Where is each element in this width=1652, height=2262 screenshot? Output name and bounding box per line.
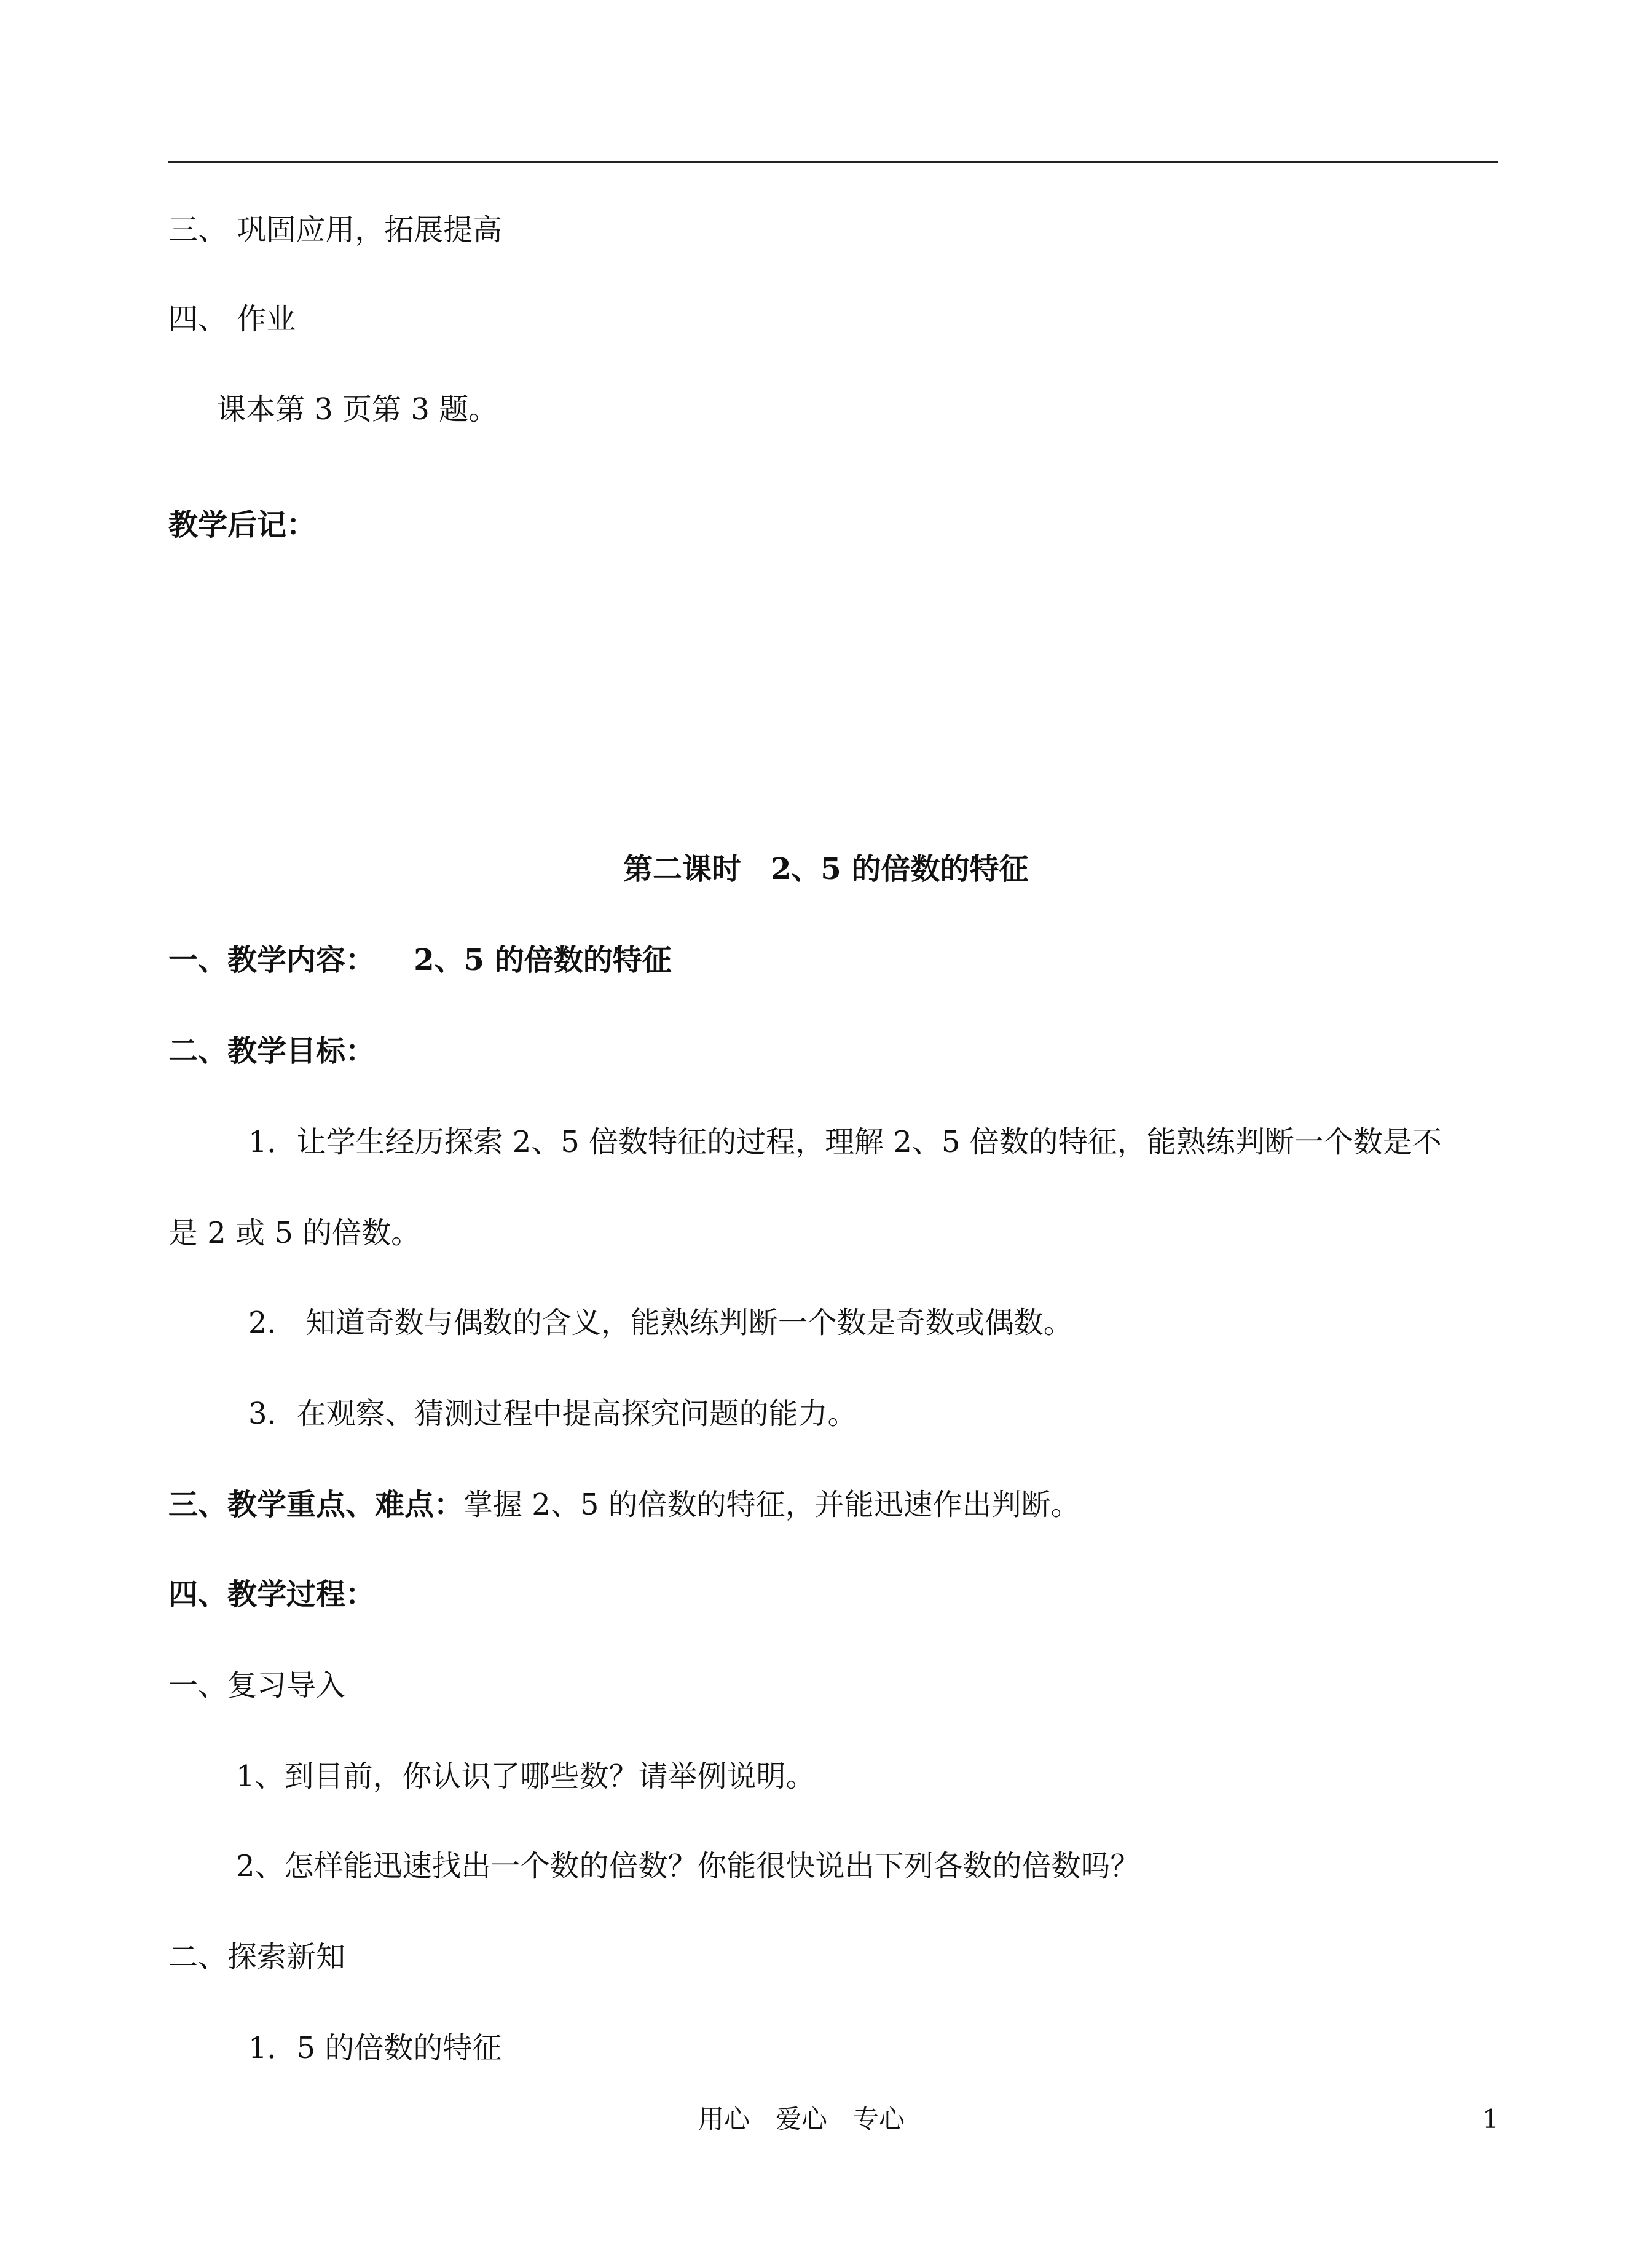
key-points-label: 三、教学重点、难点： — [168, 1488, 464, 1522]
page-number: 1 — [1482, 2104, 1499, 2134]
goal-1-line-2: 是 2 或 5 的倍数。 — [168, 1216, 421, 1250]
footer-motto: 用心 爱心 专心 — [698, 2104, 905, 2134]
lesson-title: 第二课时 2、5 的倍数的特征 — [623, 852, 1029, 886]
goal-1-line-1: 1．让学生经历探索 2、5 倍数特征的过程，理解 2、5 倍数的特征，能熟练判断一个数是不 — [248, 1125, 1442, 1159]
step-review: 一、复习导入 — [168, 1668, 346, 1703]
goal-2: 2． 知道奇数与偶数的含义，能熟练判断一个数是奇数或偶数。 — [248, 1306, 1073, 1340]
teaching-content — [168, 942, 672, 979]
teaching-content-value: 2、5 的倍数的特征 — [414, 943, 672, 977]
section-consolidate: 三、 巩固应用，拓展提高 — [168, 213, 503, 247]
review-question-1: 1、到目前，你认识了哪些数？请举例说明。 — [236, 1759, 816, 1794]
header-rule — [168, 161, 1498, 163]
teaching-goals-label: 二、教学目标： — [168, 1034, 376, 1068]
goal-3: 3．在观察、猜测过程中提高探究问题的能力。 — [248, 1397, 857, 1431]
section-homework: 四、 作业 — [168, 302, 296, 336]
step-explore: 二、探索新知 — [168, 1940, 346, 1974]
review-question-2: 2、怎样能迅速找出一个数的倍数？你能很快说出下列各数的倍数吗？ — [236, 1849, 1140, 1883]
teaching-content-label: 一、教学内容： — [168, 943, 376, 977]
teaching-process-label: 四、教学过程： — [168, 1577, 376, 1612]
key-points-value: 掌握 2、5 的倍数的特征，并能迅速作出判断。 — [463, 1488, 1080, 1522]
key-points — [168, 1486, 1080, 1523]
teaching-notes-title: 教学后记： — [168, 508, 317, 542]
subsection-multiples-of-5: 1．5 的倍数的特征 — [248, 2031, 502, 2065]
homework-text: 课本第 3 页第 3 题。 — [216, 392, 498, 427]
